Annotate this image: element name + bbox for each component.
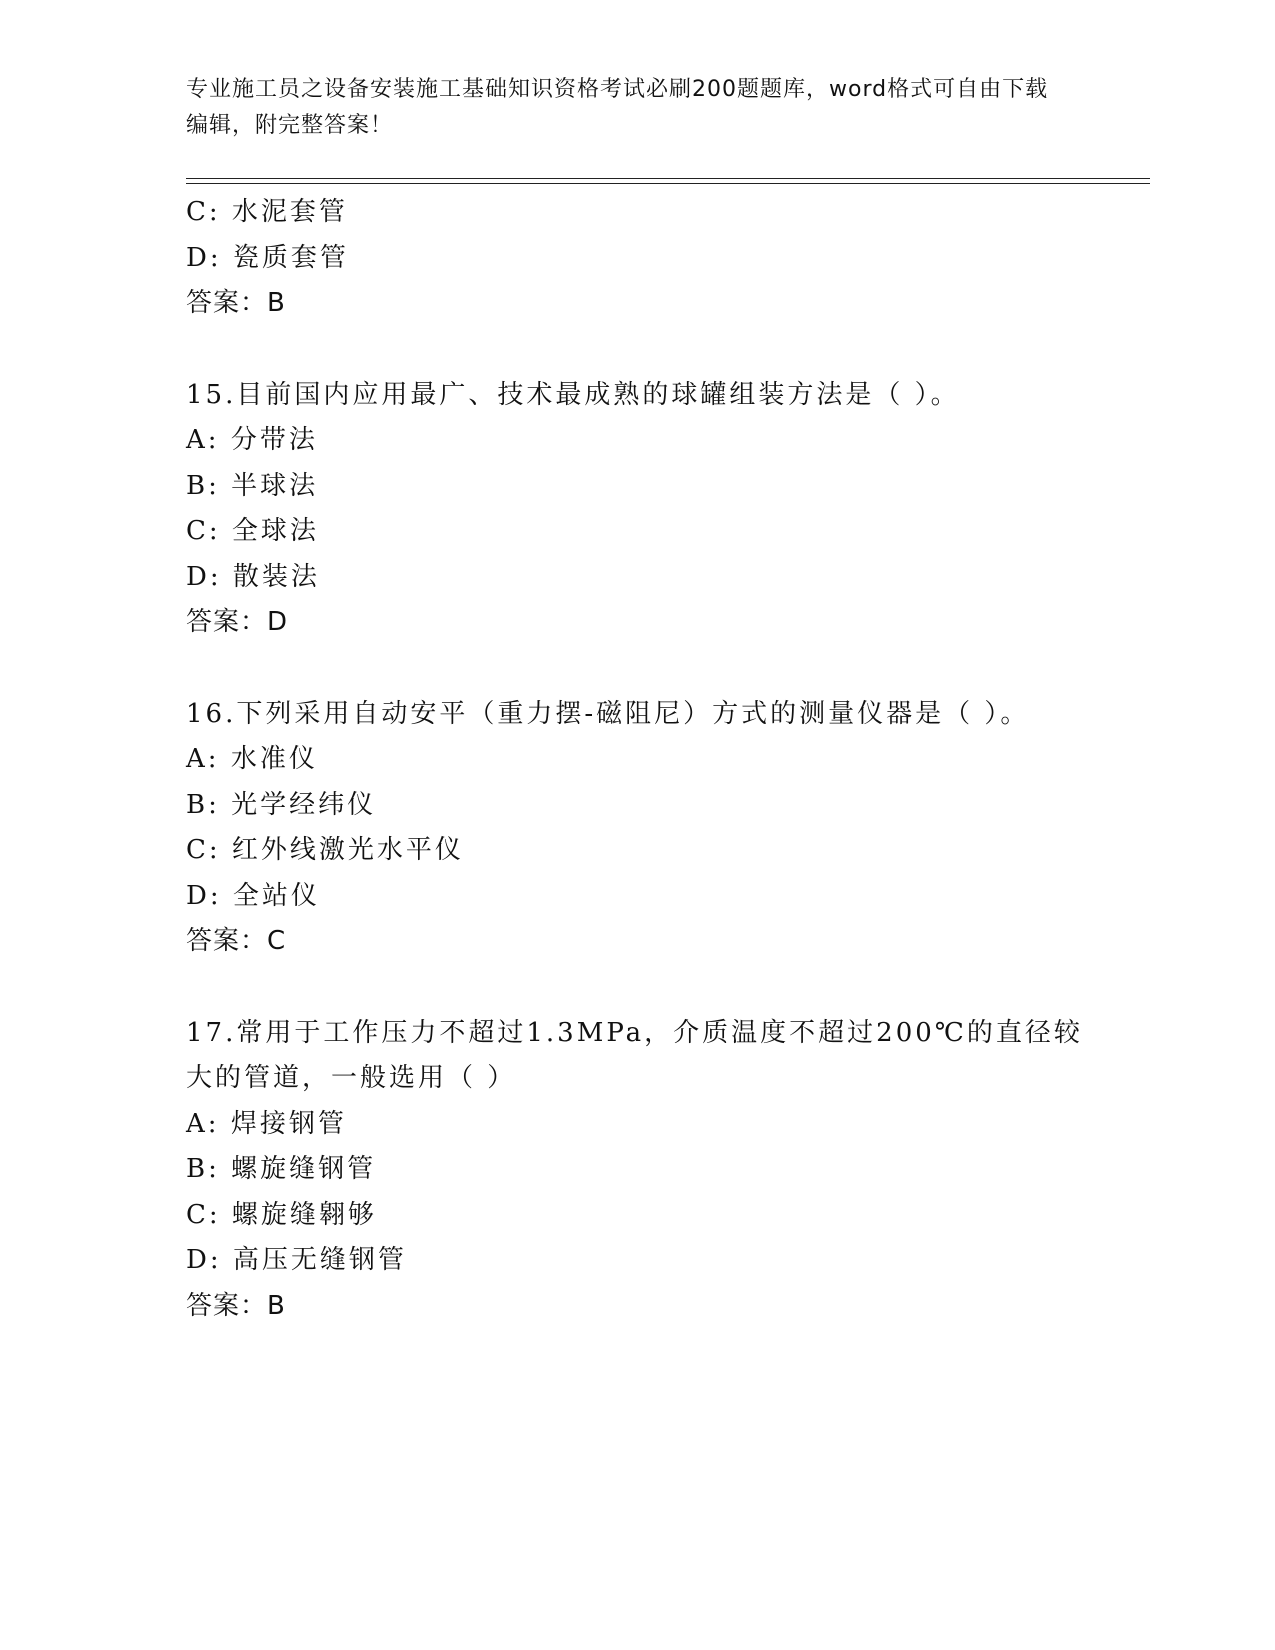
option-a: A: 分带法 bbox=[186, 425, 318, 455]
option-c: C: 螺旋缝翱够 bbox=[186, 1199, 377, 1230]
answer: 答案：D bbox=[186, 607, 289, 637]
question-list bbox=[186, 190, 1106, 1329]
question-text: 17.常用于工作压力不超过1.3MPa，介质温度不超过200℃的直径较大的管道，一般选用（ ） bbox=[186, 1017, 1083, 1093]
header-rule-bottom bbox=[186, 183, 1150, 184]
option-a: A: 水准仪 bbox=[186, 744, 318, 774]
answer: 答案：B bbox=[186, 1290, 286, 1321]
answer: 答案：C bbox=[186, 926, 287, 956]
question-15 bbox=[186, 373, 1106, 646]
question-17 bbox=[186, 1011, 1106, 1330]
option-d: D: 瓷质套管 bbox=[186, 242, 349, 273]
option-c: C: 水泥套管 bbox=[186, 197, 348, 227]
question-16 bbox=[186, 692, 1106, 965]
option-b: B: 半球法 bbox=[186, 470, 319, 501]
answer: 答案：B bbox=[186, 288, 286, 318]
question-14-continued bbox=[186, 190, 1106, 327]
question-text: 16.下列采用自动安平（重力摆-磁阻尼）方式的测量仪器是（ ）。 bbox=[186, 698, 1030, 729]
option-b: B: 螺旋缝钢管 bbox=[186, 1154, 377, 1184]
option-c: C: 全球法 bbox=[186, 516, 319, 546]
question-text: 15.目前国内应用最广、技术最成熟的球罐组装方法是（ ）。 bbox=[186, 379, 960, 410]
option-d: D: 高压无缝钢管 bbox=[186, 1245, 407, 1275]
option-d: D: 散装法 bbox=[186, 561, 320, 592]
option-d: D: 全站仪 bbox=[186, 880, 320, 911]
document-header: 专业施工员之设备安装施工基础知识资格考试必刷200题题库，word格式可自由下载编辑，附完整答案！ bbox=[186, 77, 1049, 138]
option-c: C: 红外线激光水平仪 bbox=[186, 835, 464, 865]
option-b: B: 光学经纬仪 bbox=[186, 789, 377, 820]
option-a: A: 焊接钢管 bbox=[186, 1108, 347, 1139]
header-rule-top bbox=[186, 178, 1150, 179]
